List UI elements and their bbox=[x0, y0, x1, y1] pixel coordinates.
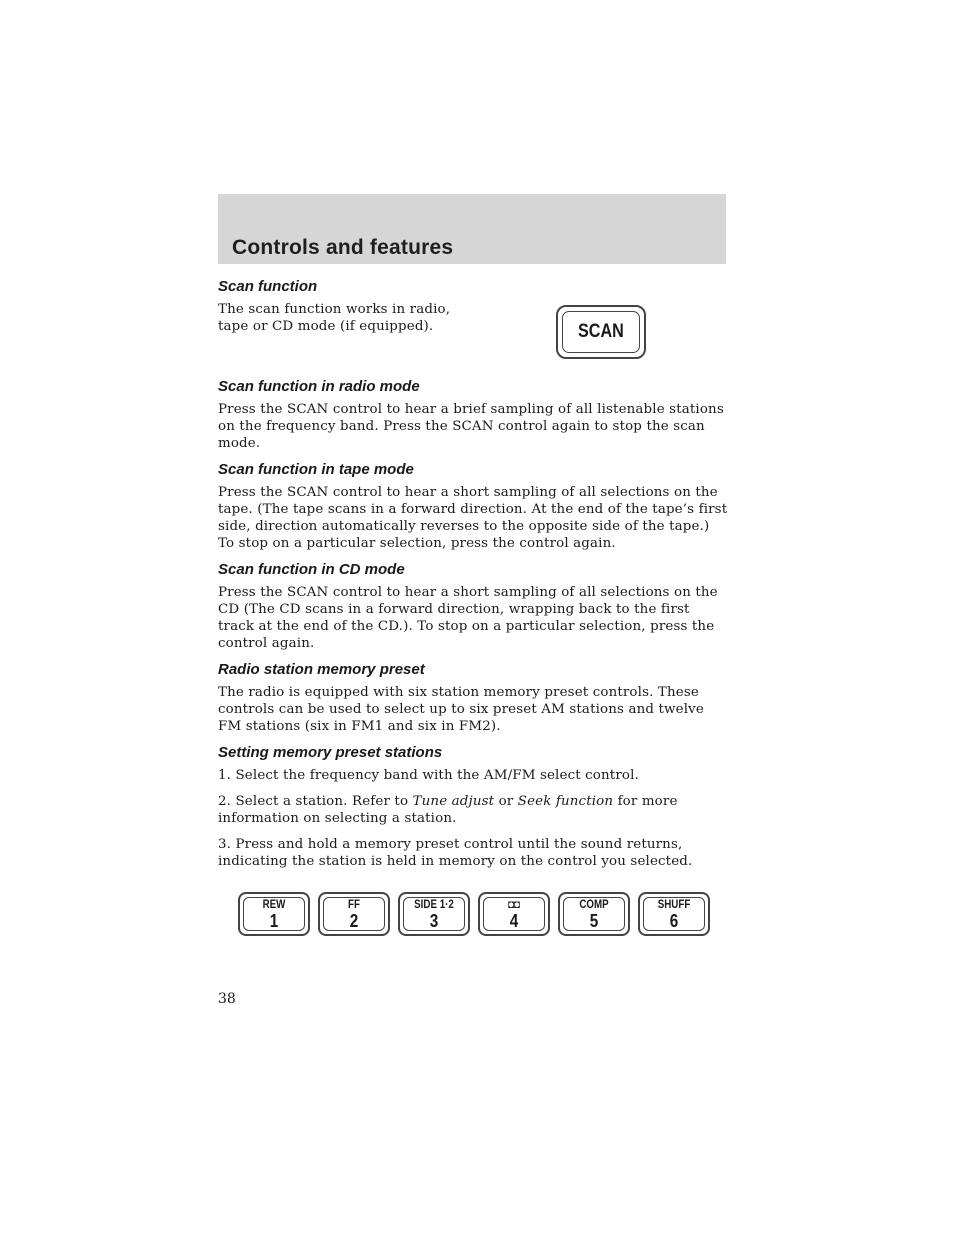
preset-button-5[interactable] bbox=[558, 892, 630, 936]
scan-heading: Scan function bbox=[218, 278, 318, 295]
tune-adjust-reference: Tune adjust bbox=[412, 794, 495, 809]
tape-mode-text: Press the SCAN control to hear a short sampling of all selections on the tape. (The tape scans in a forward direction. At the end of the tape’s first side, direction automatically reverses to the opposite side of the tape.) To stop on a particular selection, press the control again. bbox=[218, 485, 728, 551]
step-2-text: 2. Select a station. Refer to Tune adjust or Seek function for more information on selecting a station. bbox=[218, 794, 678, 826]
header-band bbox=[218, 194, 726, 264]
page-title: Controls and features bbox=[232, 236, 454, 259]
scan-intro-text: The scan function works in radio, tape or CD mode (if equipped). bbox=[218, 302, 451, 334]
main-content bbox=[218, 278, 728, 879]
preset-1-label: REW bbox=[262, 899, 286, 911]
scan-button-face bbox=[562, 311, 640, 353]
preset-button-1[interactable] bbox=[238, 892, 310, 936]
radio-mode-heading: Scan function in radio mode bbox=[218, 378, 420, 395]
preset-5-number: 5 bbox=[589, 911, 599, 931]
scan-button[interactable] bbox=[556, 305, 646, 359]
preset-3-label: SIDE 1·2 bbox=[414, 899, 454, 911]
setting-presets-heading: Setting memory preset stations bbox=[218, 744, 443, 761]
preset-button-2[interactable] bbox=[318, 892, 390, 936]
cd-mode-heading: Scan function in CD mode bbox=[218, 561, 405, 578]
preset-1-number: 1 bbox=[269, 911, 279, 931]
preset-button-5-face bbox=[563, 897, 625, 931]
preset-button-4[interactable] bbox=[478, 892, 550, 936]
preset-5-label: COMP bbox=[579, 899, 609, 911]
radio-mode-text: Press the SCAN control to hear a brief sampling of all listenable stations on the frequency band. Press the SCAN control again to stop the scan mode. bbox=[218, 402, 724, 451]
step-3-text: 3. Press and hold a memory preset control until the sound returns, indicating the station is held in memory on the control you selected. bbox=[218, 837, 693, 869]
preset-button-2-face bbox=[323, 897, 385, 931]
dolby-icon: ◘◘ bbox=[508, 899, 520, 911]
preset-button-4-face bbox=[483, 897, 545, 931]
preset-button-3-face bbox=[403, 897, 465, 931]
seek-function-reference: Seek function bbox=[517, 794, 614, 809]
preset-button-6-face bbox=[643, 897, 705, 931]
preset-3-number: 3 bbox=[429, 911, 439, 931]
page-number: 38 bbox=[218, 991, 236, 1007]
step-1-text: 1. Select the frequency band with the AM/FM select control. bbox=[218, 768, 639, 783]
cd-mode-text: Press the SCAN control to hear a short sampling of all selections on the CD (The CD scans in a forward direction, wrapping back to the first track at the end of the CD.). To stop on a particular selection, press the control again. bbox=[218, 585, 718, 651]
preset-4-number: 4 bbox=[509, 911, 519, 931]
memory-preset-text: The radio is equipped with six station memory preset controls. These controls can be used to select up to six preset AM stations and twelve FM stations (six in FM1 and six in FM2). bbox=[218, 685, 704, 734]
memory-preset-heading: Radio station memory preset bbox=[218, 661, 425, 678]
preset-button-6[interactable] bbox=[638, 892, 710, 936]
tape-mode-heading: Scan function in tape mode bbox=[218, 461, 414, 478]
preset-6-number: 6 bbox=[669, 911, 679, 931]
preset-button-1-face bbox=[243, 897, 305, 931]
preset-buttons-row bbox=[238, 892, 710, 938]
scan-button-label: SCAN bbox=[578, 321, 624, 342]
preset-button-3[interactable] bbox=[398, 892, 470, 936]
preset-2-number: 2 bbox=[349, 911, 359, 931]
preset-6-label: SHUFF bbox=[657, 899, 691, 911]
preset-2-label: FF bbox=[348, 899, 360, 911]
scan-intro-section bbox=[218, 278, 728, 374]
